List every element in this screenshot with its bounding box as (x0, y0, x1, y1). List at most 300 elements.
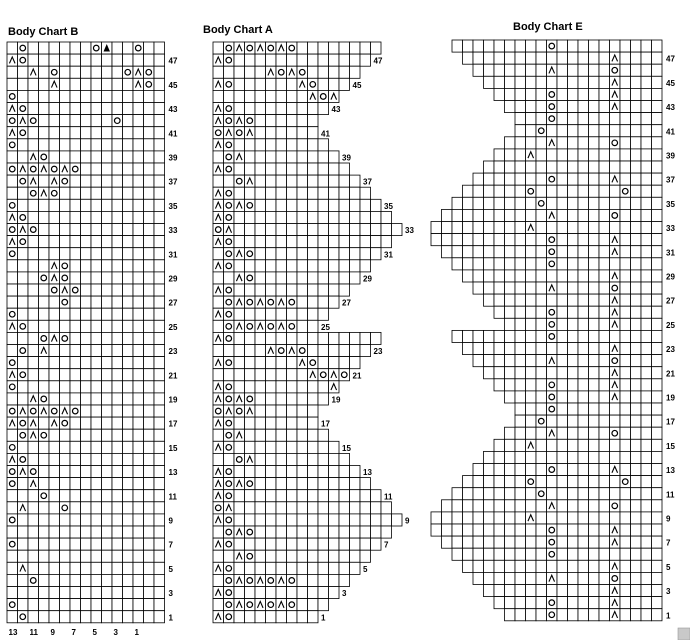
chart-cell (123, 42, 134, 54)
chart-cell (308, 417, 319, 429)
chart-cell (49, 599, 60, 611)
chart-cell (350, 562, 361, 574)
chart-cell (599, 76, 610, 88)
chart-cell (39, 78, 50, 90)
chart-cell (484, 560, 495, 572)
chart-cell (60, 526, 71, 538)
chart-cell (224, 139, 235, 151)
chart-cell (473, 464, 484, 476)
chart-cell (18, 599, 29, 611)
chart-cell (515, 439, 526, 451)
chart-cell (266, 139, 277, 151)
chart-cell (473, 40, 484, 52)
chart-cell (463, 524, 474, 536)
chart-cell (589, 113, 600, 125)
chart-cell (652, 52, 663, 64)
chart-cell (234, 260, 245, 272)
chart-cell (360, 538, 371, 550)
chart-cell (224, 199, 235, 211)
chart-cell (102, 405, 113, 417)
chart-cell (224, 611, 235, 623)
chart-cell (620, 488, 631, 500)
chart-cell (123, 574, 134, 586)
chart-cell (276, 417, 287, 429)
chart-cell (39, 574, 50, 586)
chart-cell (610, 185, 621, 197)
chart-cell (297, 199, 308, 211)
chart-cell (329, 453, 340, 465)
chart-cell (526, 234, 537, 246)
chart-cell (589, 88, 600, 100)
chart-cell (339, 199, 350, 211)
chart-cell (578, 415, 589, 427)
chart-cell (568, 524, 579, 536)
chart-cell (297, 163, 308, 175)
chart-cell (287, 466, 298, 478)
chart-cell (505, 270, 516, 282)
chart-cell (245, 54, 256, 66)
chart-cell (91, 272, 102, 284)
chart-cell (568, 282, 579, 294)
chart-cell (589, 343, 600, 355)
chart-cell (123, 236, 134, 248)
chart-cell (515, 294, 526, 306)
chart-cell (442, 222, 453, 234)
row-number: 13 (168, 468, 178, 478)
chart-cell (599, 258, 610, 270)
chart-cell (641, 137, 652, 149)
chart-cell (123, 320, 134, 332)
row-number: 37 (666, 175, 675, 185)
chart-cell (526, 585, 537, 597)
column-number: 11 (29, 627, 38, 637)
chart-cell (318, 490, 329, 502)
chart-cell (297, 550, 308, 562)
chart-cell (287, 381, 298, 393)
chart-cell (557, 306, 568, 318)
chart-cell (494, 88, 505, 100)
chart-cell (224, 187, 235, 199)
chart-cell (329, 526, 340, 538)
chart-cell (7, 296, 18, 308)
chart-cell (473, 197, 484, 209)
chart-cell (102, 151, 113, 163)
chart-cell (350, 502, 361, 514)
chart-cell (287, 224, 298, 236)
chart-cell (266, 393, 277, 405)
chart-cell (641, 234, 652, 246)
chart-cell (494, 560, 505, 572)
chart-cell (526, 101, 537, 113)
chart-cell (339, 272, 350, 284)
chart-cell (266, 502, 277, 514)
chart-cell (266, 54, 277, 66)
chart-a-title: Body Chart A (203, 24, 273, 36)
chart-cell (473, 476, 484, 488)
chart-cell (599, 560, 610, 572)
chart-cell (308, 538, 319, 550)
chart-cell (18, 611, 29, 623)
chart-cell (7, 381, 18, 393)
chart-cell (297, 405, 308, 417)
chart-cell (49, 103, 60, 115)
chart-cell (547, 173, 558, 185)
chart-cell (255, 260, 266, 272)
chart-cell (515, 246, 526, 258)
chart-cell (154, 441, 165, 453)
chart-cell (526, 367, 537, 379)
chart-cell (339, 211, 350, 223)
chart-cell (494, 536, 505, 548)
chart-cell (308, 115, 319, 127)
chart-cell (144, 187, 155, 199)
chart-cell (515, 427, 526, 439)
chart-cell (568, 476, 579, 488)
chart-cell (81, 478, 92, 490)
chart-cell (308, 562, 319, 574)
chart-cell (452, 548, 463, 560)
chart-cell (224, 175, 235, 187)
chart-cell (308, 490, 319, 502)
chart-cell (620, 451, 631, 463)
chart-cell (234, 163, 245, 175)
chart-cell (7, 345, 18, 357)
chart-cell (308, 42, 319, 54)
chart-cell (255, 54, 266, 66)
chart-cell (578, 185, 589, 197)
chart-cell (318, 466, 329, 478)
chart-cell (339, 562, 350, 574)
chart-cell (536, 524, 547, 536)
chart-cell (18, 199, 29, 211)
chart-cell (536, 197, 547, 209)
chart-cell (245, 381, 256, 393)
chart-cell (39, 260, 50, 272)
chart-cell (144, 163, 155, 175)
chart-cell (641, 88, 652, 100)
chart-cell (255, 417, 266, 429)
chart-cell (505, 548, 516, 560)
chart-cell (112, 224, 123, 236)
chart-cell (599, 512, 610, 524)
chart-cell (60, 42, 71, 54)
chart-cell (7, 187, 18, 199)
chart-cell (463, 488, 474, 500)
chart-cell (620, 439, 631, 451)
chart-cell (599, 137, 610, 149)
chart-cell (473, 209, 484, 221)
chart-cell (641, 246, 652, 258)
chart-cell (297, 90, 308, 102)
chart-cell (266, 308, 277, 320)
chart-cell (39, 417, 50, 429)
chart-cell (381, 502, 392, 514)
chart-cell (70, 90, 81, 102)
chart-cell (70, 357, 81, 369)
row-number: 35 (168, 201, 178, 211)
chart-cell (589, 500, 600, 512)
chart-cell (631, 464, 642, 476)
chart-cell (599, 185, 610, 197)
chart-cell (224, 453, 235, 465)
chart-cell (70, 417, 81, 429)
chart-cell (568, 439, 579, 451)
chart-cell (266, 211, 277, 223)
chart-cell (266, 115, 277, 127)
chart-cell (276, 163, 287, 175)
chart-cell (652, 137, 663, 149)
chart-cell (234, 611, 245, 623)
chart-cell (350, 199, 361, 211)
chart-cell (329, 296, 340, 308)
chart-cell (297, 526, 308, 538)
chart-cell (224, 345, 235, 357)
chart-cell (123, 224, 134, 236)
chart-cell (154, 66, 165, 78)
chart-cell (568, 222, 579, 234)
chart-cell (652, 343, 663, 355)
chart-cell (60, 562, 71, 574)
chart-cell (568, 258, 579, 270)
chart-cell (350, 175, 361, 187)
chart-cell (452, 246, 463, 258)
chart-cell (610, 137, 621, 149)
chart-cell (60, 66, 71, 78)
chart-cell (112, 490, 123, 502)
chart-cell (28, 199, 39, 211)
chart-cell (494, 173, 505, 185)
chart-cell (610, 125, 621, 137)
chart-cell (599, 367, 610, 379)
chart-cell (213, 550, 224, 562)
chart-cell (494, 451, 505, 463)
chart-cell (123, 611, 134, 623)
chart-cell (557, 330, 568, 342)
chart-cell (60, 236, 71, 248)
chart-cell (641, 76, 652, 88)
chart-cell (245, 90, 256, 102)
row-number: 29 (666, 272, 675, 282)
chart-cell (81, 514, 92, 526)
chart-cell (599, 234, 610, 246)
chart-cell (652, 512, 663, 524)
chart-cell (81, 248, 92, 260)
chart-cell (536, 101, 547, 113)
chart-cell (505, 524, 516, 536)
chart-cell (28, 345, 39, 357)
chart-e-grid (431, 40, 675, 621)
chart-cell (484, 524, 495, 536)
chart-cell (599, 149, 610, 161)
chart-cell (123, 526, 134, 538)
chart-cell (610, 476, 621, 488)
chart-cell (631, 609, 642, 621)
chart-cell (18, 284, 29, 296)
chart-cell (568, 52, 579, 64)
chart-cell (568, 403, 579, 415)
chart-cell (276, 466, 287, 478)
chart-cell (297, 478, 308, 490)
chart-cell (360, 199, 371, 211)
chart-cell (631, 476, 642, 488)
chart-cell (39, 236, 50, 248)
chart-cell (266, 611, 277, 623)
chart-cell (144, 526, 155, 538)
chart-cell (589, 536, 600, 548)
chart-cell (463, 246, 474, 258)
chart-cell (297, 453, 308, 465)
chart-cell (494, 40, 505, 52)
chart-cell (318, 441, 329, 453)
chart-cell (102, 550, 113, 562)
chart-cell (442, 524, 453, 536)
chart-cell (599, 330, 610, 342)
chart-cell (610, 149, 621, 161)
chart-cell (652, 403, 663, 415)
chart-cell (392, 514, 403, 526)
chart-cell (70, 248, 81, 260)
chart-cell (318, 272, 329, 284)
chart-cell (631, 209, 642, 221)
chart-cell (133, 42, 144, 54)
chart-cell (547, 379, 558, 391)
chart-cell (91, 599, 102, 611)
chart-cell (484, 536, 495, 548)
chart-cell (350, 345, 361, 357)
chart-cell (102, 272, 113, 284)
chart-cell (91, 260, 102, 272)
chart-cell (620, 597, 631, 609)
chart-cell (154, 199, 165, 211)
chart-cell (308, 54, 319, 66)
chart-cell (526, 572, 537, 584)
chart-cell (557, 270, 568, 282)
chart-cell (547, 161, 558, 173)
chart-cell (276, 248, 287, 260)
chart-cell (308, 163, 319, 175)
chart-cell (557, 246, 568, 258)
chart-cell (318, 224, 329, 236)
chart-cell (494, 464, 505, 476)
chart-cell (526, 88, 537, 100)
chart-cell (39, 550, 50, 562)
chart-cell (123, 78, 134, 90)
chart-cell (28, 163, 39, 175)
chart-cell (112, 211, 123, 223)
chart-cell (599, 488, 610, 500)
chart-cell (599, 427, 610, 439)
chart-cell (18, 187, 29, 199)
chart-cell (91, 381, 102, 393)
chart-cell (505, 185, 516, 197)
chart-cell (536, 88, 547, 100)
chart-cell (308, 381, 319, 393)
chart-cell (276, 211, 287, 223)
chart-cell (308, 224, 319, 236)
chart-cell (70, 332, 81, 344)
chart-cell (81, 78, 92, 90)
chart-cell (631, 270, 642, 282)
chart-cell (245, 320, 256, 332)
chart-cell (224, 248, 235, 260)
chart-cell (484, 282, 495, 294)
chart-cell (7, 224, 18, 236)
chart-cell (112, 453, 123, 465)
chart-cell (652, 209, 663, 221)
chart-cell (287, 42, 298, 54)
chart-cell (7, 260, 18, 272)
chart-cell (599, 101, 610, 113)
chart-cell (620, 52, 631, 64)
chart-cell (276, 224, 287, 236)
chart-cell (154, 490, 165, 502)
chart-cell (308, 260, 319, 272)
chart-cell (7, 199, 18, 211)
chart-cell (568, 101, 579, 113)
chart-cell (154, 248, 165, 260)
chart-cell (484, 343, 495, 355)
chart-cell (360, 54, 371, 66)
chart-cell (350, 466, 361, 478)
chart-cell (297, 587, 308, 599)
chart-cell (494, 234, 505, 246)
row-number: 27 (168, 298, 178, 308)
chart-cell (526, 343, 537, 355)
chart-cell (49, 284, 60, 296)
chart-cell (60, 320, 71, 332)
chart-cell (287, 611, 298, 623)
chart-cell (360, 490, 371, 502)
chart-cell (276, 78, 287, 90)
chart-cell (7, 574, 18, 586)
chart-cell (81, 599, 92, 611)
chart-cell (557, 609, 568, 621)
chart-cell (154, 405, 165, 417)
chart-cell (318, 526, 329, 538)
chart-cell (7, 90, 18, 102)
chart-cell (505, 379, 516, 391)
chart-cell (18, 478, 29, 490)
chart-cell (547, 246, 558, 258)
chart-cell (224, 393, 235, 405)
chart-cell (81, 224, 92, 236)
chart-cell (18, 66, 29, 78)
chart-cell (18, 550, 29, 562)
chart-cell (91, 127, 102, 139)
chart-cell (536, 343, 547, 355)
chart-cell (360, 187, 371, 199)
chart-cell (144, 248, 155, 260)
chart-cell (463, 234, 474, 246)
chart-cell (526, 415, 537, 427)
chart-cell (568, 379, 579, 391)
chart-cell (297, 115, 308, 127)
chart-cell (144, 345, 155, 357)
chart-cell (112, 308, 123, 320)
chart-cell (578, 367, 589, 379)
row-number: 35 (666, 199, 675, 209)
chart-cell (60, 587, 71, 599)
chart-cell (276, 490, 287, 502)
chart-cell (297, 66, 308, 78)
chart-cell (81, 429, 92, 441)
chart-cell (49, 187, 60, 199)
chart-cell (505, 609, 516, 621)
chart-cell (276, 66, 287, 78)
chart-cell (620, 282, 631, 294)
chart-cell (224, 381, 235, 393)
chart-cell (308, 345, 319, 357)
